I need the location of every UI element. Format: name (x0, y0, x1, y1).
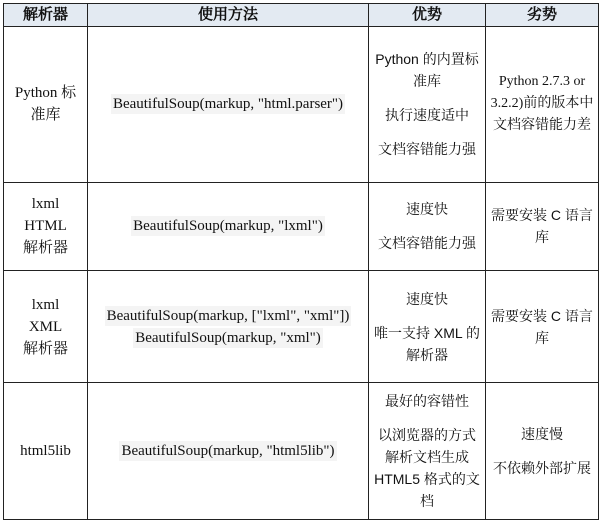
parser-name-line: lxml (31, 296, 60, 313)
table-header-row (4, 4, 599, 27)
advantage-item: 以浏览器的方式解析文档生成 HTML5 格式的文档 (374, 427, 480, 510)
advantage-item: Python 的内置标准库 (375, 51, 479, 90)
header-advantages: 优势 (369, 4, 486, 27)
parser-name-cell (4, 383, 88, 520)
disadvantage-item: 需要安装 C 语言库 (491, 307, 593, 346)
advantage-item: 文档容错能力强 (378, 141, 476, 158)
advantages-cell (369, 182, 486, 270)
disadvantage-item: 速度慢 (521, 426, 563, 443)
usage-cell (88, 383, 369, 520)
table-row (4, 270, 599, 382)
parser-name-line: lxml (31, 196, 60, 213)
usage-cell (88, 270, 369, 382)
table-row (4, 383, 599, 520)
advantage-item: 唯一支持 XML 的解析器 (373, 324, 481, 363)
advantages-cell (369, 270, 486, 382)
parser-name-line: 准库 (30, 107, 61, 124)
parser-name-line: XML (28, 318, 63, 335)
parser-name-line: Python 标 (14, 85, 77, 102)
disadvantages-cell (486, 27, 599, 183)
disadvantages-cell (486, 383, 599, 520)
parser-name-cell (4, 182, 88, 270)
table-row (4, 27, 599, 183)
usage-code: BeautifulSoup(markup, "html5lib") (121, 443, 335, 460)
advantage-item: 执行速度适中 (385, 107, 469, 124)
disadvantage-item: Python 2.7.3 or 3.2.2)前的版本中文档容错能力差 (490, 74, 594, 134)
parser-name-cell (4, 27, 88, 183)
header-usage: 使用方法 (88, 4, 369, 27)
advantage-item: 文档容错能力强 (378, 235, 476, 252)
header-parser: 解析器 (4, 4, 88, 27)
advantage-item: 最好的容错性 (385, 393, 469, 410)
usage-code: BeautifulSoup(markup, ["lxml", "xml"]) (106, 307, 350, 324)
disadvantages-cell (486, 270, 599, 382)
usage-cell (88, 182, 369, 270)
advantages-cell (369, 383, 486, 520)
advantage-item: 速度快 (406, 201, 448, 218)
usage-code: BeautifulSoup(markup, "lxml") (133, 218, 323, 235)
disadvantage-item: 需要安装 C 语言库 (491, 207, 593, 246)
parser-name-line: 解析器 (22, 240, 68, 257)
parser-name-line: html5lib (20, 443, 71, 460)
parser-name-cell (4, 270, 88, 382)
usage-cell (88, 27, 369, 183)
parser-name-line: HTML (24, 218, 67, 235)
table-row (4, 182, 599, 270)
usage-code: BeautifulSoup(markup, "html.parser") (112, 96, 344, 113)
usage-code: BeautifulSoup(markup, "xml") (135, 329, 321, 346)
parser-name-line: 解析器 (22, 340, 68, 357)
disadvantages-cell (486, 182, 599, 270)
advantages-cell (369, 27, 486, 183)
header-disadvantages: 劣势 (486, 4, 599, 27)
parser-comparison-table (3, 3, 599, 520)
advantage-item: 速度快 (406, 290, 448, 307)
disadvantage-item: 不依赖外部扩展 (493, 460, 591, 477)
